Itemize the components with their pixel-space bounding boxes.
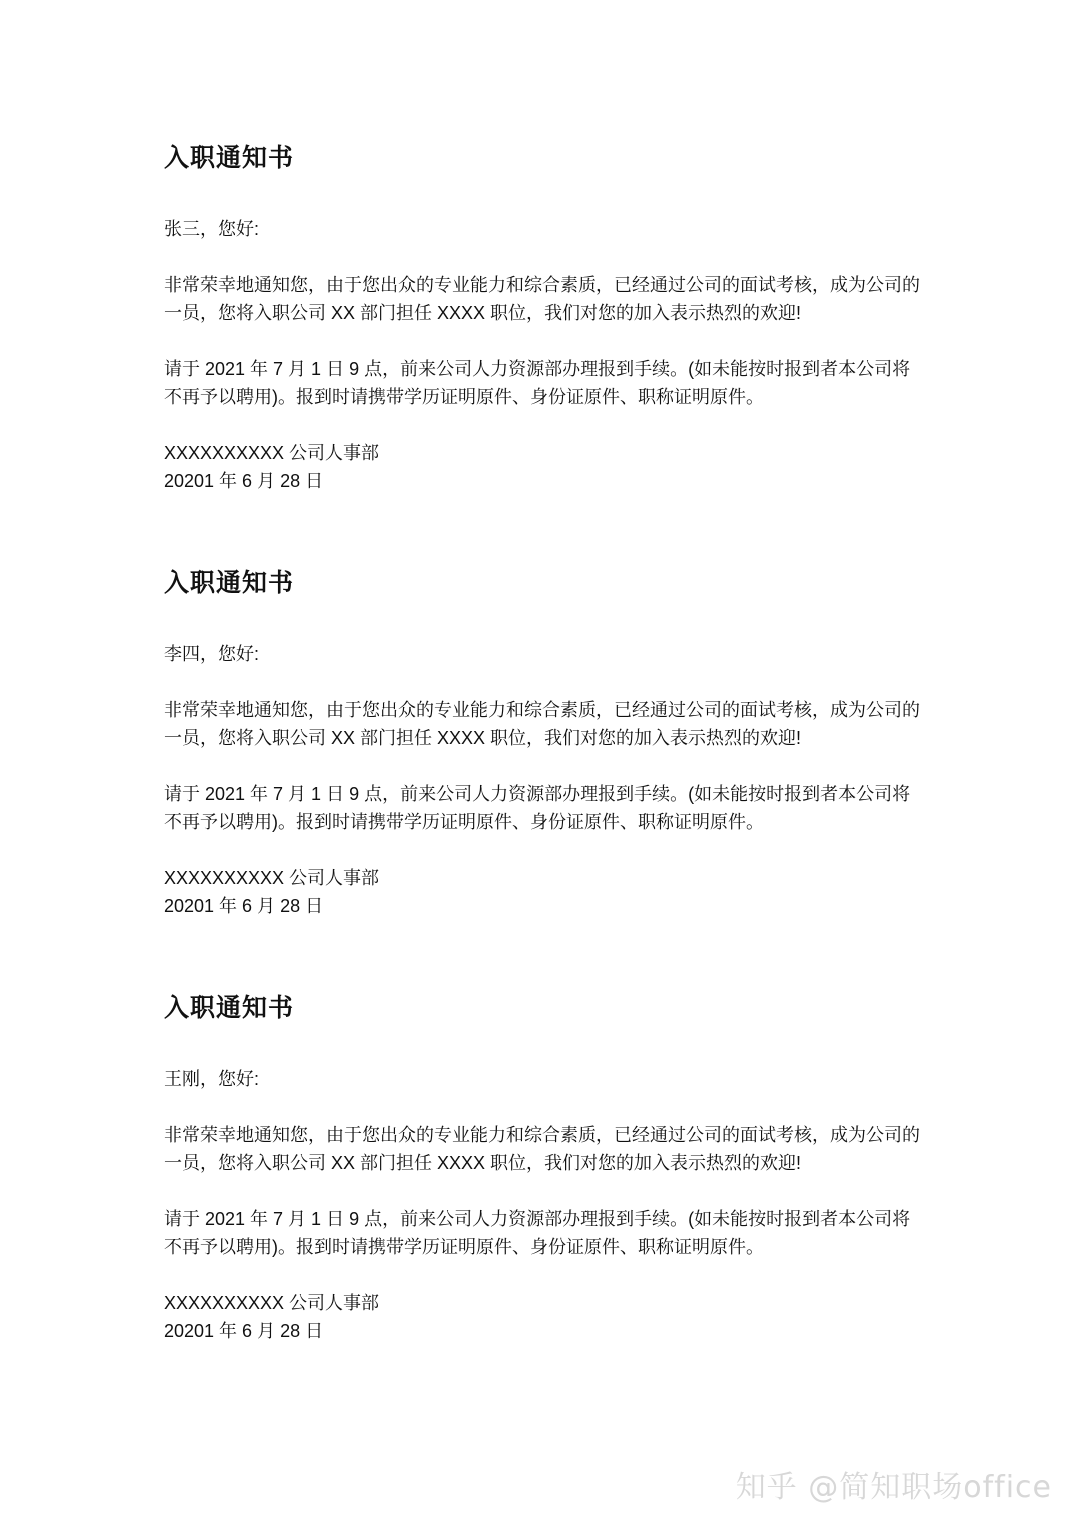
letter-title: 入职通知书 xyxy=(164,143,295,172)
letter-greeting: 王刚，您好: xyxy=(164,1069,260,1089)
letter-body-paragraph-1: 非常荣幸地通知您，由于您出众的专业能力和综合素质，已经通过公司的面试考核，成为公司的一员，您将入职公司 XX 部门担任 XXXX 职位，我们对您的加入表示热烈的欢迎! xyxy=(164,274,920,323)
letter-signature: XXXXXXXXXX 公司人事部 xyxy=(164,442,380,463)
letter-title: 入职通知书 xyxy=(164,568,295,597)
letter-body-paragraph-2: 请于 2021 年 7 月 1 日 9 点，前来公司人力资源部办理报到手续。(如未能按时报到者本公司将不再予以聘用)。报到时请携带学历证明原件、身份证原件、职称证明原件。 xyxy=(164,783,911,832)
offer-letter-2 xyxy=(164,567,924,921)
letter-signature: XXXXXXXXXX 公司人事部 xyxy=(164,1292,380,1313)
offer-letter-3 xyxy=(164,992,924,1346)
letter-date: 20201 年 6 月 28 日 xyxy=(164,1321,324,1341)
letter-date: 20201 年 6 月 28 日 xyxy=(164,896,324,916)
letter-body-paragraph-2: 请于 2021 年 7 月 1 日 9 点，前来公司人力资源部办理报到手续。(如未能按时报到者本公司将不再予以聘用)。报到时请携带学历证明原件、身份证原件、职称证明原件。 xyxy=(164,1208,911,1257)
letter-date: 20201 年 6 月 28 日 xyxy=(164,471,324,491)
letter-signature: XXXXXXXXXX 公司人事部 xyxy=(164,867,380,888)
offer-letter-1 xyxy=(164,142,924,496)
letter-body-paragraph-1: 非常荣幸地通知您，由于您出众的专业能力和综合素质，已经通过公司的面试考核，成为公司的一员，您将入职公司 XX 部门担任 XXXX 职位，我们对您的加入表示热烈的欢迎! xyxy=(164,699,920,748)
watermark-text: 知乎 @简知职场office xyxy=(735,1470,1052,1505)
letter-title: 入职通知书 xyxy=(164,993,295,1022)
letter-greeting: 李四，您好: xyxy=(164,644,260,664)
letter-body-paragraph-2: 请于 2021 年 7 月 1 日 9 点，前来公司人力资源部办理报到手续。(如未能按时报到者本公司将不再予以聘用)。报到时请携带学历证明原件、身份证原件、职称证明原件。 xyxy=(164,358,911,407)
letter-greeting: 张三，您好: xyxy=(164,219,260,239)
letter-body-paragraph-1: 非常荣幸地通知您，由于您出众的专业能力和综合素质，已经通过公司的面试考核，成为公司的一员，您将入职公司 XX 部门担任 XXXX 职位，我们对您的加入表示热烈的欢迎! xyxy=(164,1124,920,1173)
